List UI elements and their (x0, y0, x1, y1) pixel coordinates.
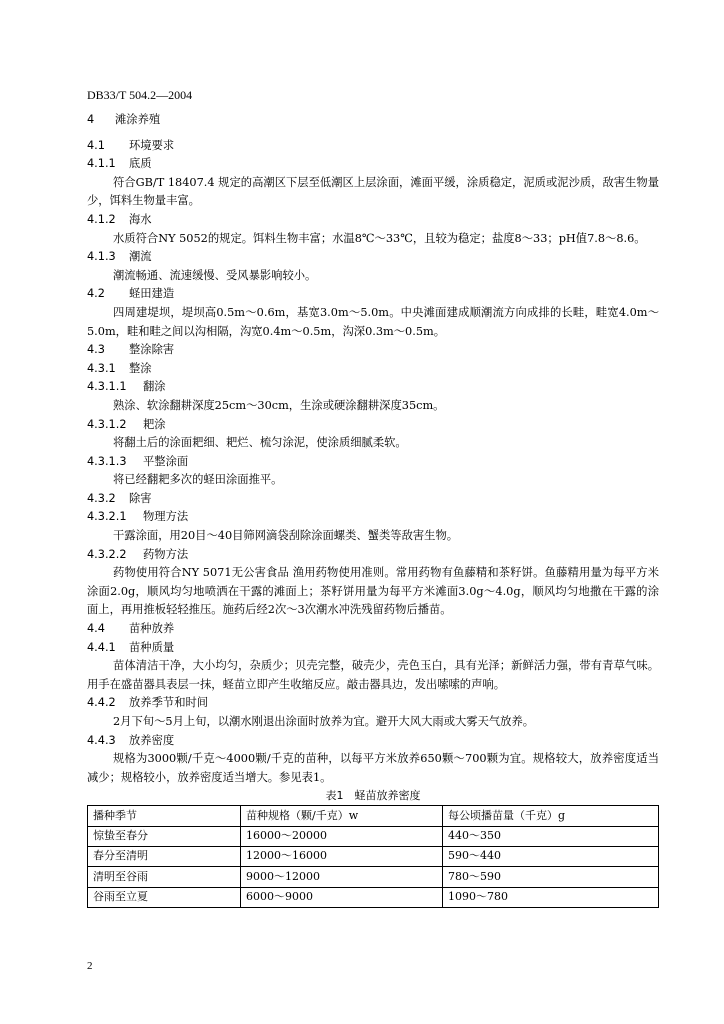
section-4-1-heading (87, 137, 659, 156)
table-row (88, 867, 659, 887)
table-header-cell: 播种季节 (88, 806, 241, 826)
table-header-cell: 每公顷播苗量（千克）g (443, 806, 659, 826)
section-4-4-2-paragraph: 2月下旬～5月上旬，以潮水刚退出涂面时放养为宜。避开大风大雨或大雾天气放养。 (113, 715, 535, 728)
table-cell: 6000～9000 (241, 887, 443, 907)
section-title: 耙涂 (143, 417, 166, 431)
section-4-3-2-2-heading (87, 546, 659, 565)
table-cell: 9000～12000 (241, 867, 443, 887)
table-cell: 590～440 (443, 846, 659, 866)
section-4-3-1-1-paragraph: 熟涂、软涂翻耕深度25cm～30cm，生涂或硬涂翻耕深度35cm。 (113, 398, 445, 412)
section-number: 4.3.1.1 (87, 380, 127, 394)
section-4-3-1-1-heading (87, 378, 659, 397)
section-4-4-1-heading (87, 639, 659, 658)
section-title: 翻涂 (143, 380, 166, 394)
section-4-3-2-heading (87, 490, 659, 509)
section-number: 4.4.1 (87, 640, 116, 654)
table-header-cell: 苗种规格（颗/千克）w (241, 806, 443, 826)
section-number: 4.3.1.2 (87, 417, 127, 431)
section-4-4-2-heading (87, 694, 659, 713)
section-number: 4.1 (87, 138, 105, 152)
section-4-3-1-heading (87, 360, 659, 379)
section-4-4-3-heading (87, 732, 659, 751)
section-number: 4.3.2.2 (87, 547, 127, 561)
document-body (87, 111, 659, 908)
document-code: DB33/T 504.2—2004 (87, 88, 193, 102)
section-4-3-1-3-heading (87, 453, 659, 472)
page-number: 2 (87, 960, 93, 972)
section-title: 放养密度 (129, 733, 175, 747)
table-cell: 惊蛰至春分 (88, 826, 241, 846)
section-4-2-paragraph: 四周建堤坝，堤坝高0.5m～0.6m，基宽3.0m～5.0m。中央滩面建成顺潮流方向成排的长畦，畦宽4.0m～5.0m，畦和畦之间以沟相隔，沟宽0.4m～0.5m，沟深0.3m～0.5m。 (87, 305, 659, 338)
section-number: 4.1.3 (87, 250, 116, 264)
section-number: 4.3 (87, 343, 105, 357)
section-number: 4.4 (87, 622, 105, 636)
section-number: 4.1.2 (87, 212, 116, 226)
section-4-1-1-heading (87, 155, 659, 174)
table-cell: 780～590 (443, 867, 659, 887)
section-number: 4.3.2.1 (87, 510, 127, 524)
stocking-density-table (87, 805, 659, 907)
section-4-4-3-paragraph: 规格为3000颗/千克～4000颗/千克的苗种，以每平方米放养650颗～700颗为宜。规格较大，放养密度适当减少；规格较小，放养密度适当增大。参见表1。 (87, 752, 659, 784)
table-row (88, 846, 659, 866)
section-number: 4.2 (87, 287, 105, 301)
table-cell: 12000～16000 (241, 846, 443, 866)
table-caption: 表1 蛏苗放养密度 (325, 789, 421, 803)
table-cell: 1090～780 (443, 887, 659, 907)
section-title: 平整涂面 (143, 454, 189, 468)
section-number: 4.4.2 (87, 696, 116, 710)
section-title: 整涂 (129, 361, 152, 375)
section-title: 苗种质量 (129, 640, 175, 654)
table-cell: 440～350 (443, 826, 659, 846)
section-title: 蛏田建造 (129, 287, 175, 301)
section-4-1-3-heading (87, 248, 659, 267)
section-4-1-2-heading (87, 211, 659, 230)
section-4-3-heading (87, 341, 659, 360)
section-title: 放养季节和时间 (129, 696, 209, 710)
table-row (88, 826, 659, 846)
section-title: 药物方法 (143, 547, 189, 561)
section-4-3-2-1-paragraph: 干露涂面，用20目～40目筛网滴袋刮除涂面螺类、蟹类等敌害生物。 (113, 529, 459, 543)
section-number: 4 (87, 113, 95, 126)
section-title: 底质 (129, 157, 152, 171)
section-4-3-1-2-heading (87, 416, 659, 435)
section-number: 4.3.1.3 (87, 454, 127, 468)
section-title: 海水 (129, 212, 152, 226)
section-title: 苗种放养 (129, 622, 175, 636)
table-row (88, 887, 659, 907)
section-4-1-1-paragraph: 符合GB/T 18407.4 规定的高潮区下层至低潮区上层涂面，滩面平缓，涂质稳定，泥质或泥沙质，敌害生物量少，饵料生物量丰富。 (87, 175, 659, 208)
section-4-3-1-2-paragraph: 将翻土后的涂面耙细、耙烂、梳匀涂泥，使涂质细腻柔软。 (113, 436, 407, 450)
table-cell: 16000～20000 (241, 826, 443, 846)
table-header-row (88, 806, 659, 826)
section-4-4-1-paragraph: 苗体清洁干净，大小均匀，杂质少；贝壳完整，破壳少，壳色玉白，具有光泽；新鲜活力强，带有青草气味。用手在盛苗器具表层一抹，蛏苗立即产生收缩反应。敲击器具边，发出嗦嗦的声响。 (87, 659, 659, 691)
table-cell: 春分至清明 (88, 846, 241, 866)
section-4-1-3-paragraph: 潮流畅通、流速缓慢、受风暴影响较小。 (113, 268, 317, 282)
section-4-2-heading (87, 285, 659, 304)
section-4-4-heading (87, 620, 659, 639)
section-number: 4.3.1 (87, 361, 116, 375)
section-title: 整涂除害 (129, 343, 175, 357)
section-title: 滩涂养殖 (115, 113, 161, 126)
section-title: 除害 (129, 491, 152, 505)
section-number: 4.1.1 (87, 157, 116, 171)
section-number: 4.4.3 (87, 733, 116, 747)
section-title: 环境要求 (129, 138, 175, 152)
table-cell: 谷雨至立夏 (88, 887, 241, 907)
section-4-1-2-paragraph: 水质符合NY 5052的规定。饵料生物丰富；水温8℃～33℃，且较为稳定；盐度8～33；pH值7.8～8.6。 (113, 231, 646, 245)
section-title: 物理方法 (143, 510, 189, 524)
table-cell: 清明至谷雨 (88, 867, 241, 887)
section-number: 4.3.2 (87, 491, 116, 505)
section-4-3-2-1-heading (87, 508, 659, 527)
section-4-3-2-2-paragraph: 药物使用符合NY 5071无公害食品 渔用药物使用准则。常用药物有鱼藤精和茶籽饼。鱼藤精用量为每平方米涂面2.0g，顺风均匀地喷洒在干露的滩面上；茶籽饼用量为每平方米滩面3.0g～4.0g，顺风均匀地撒在干露的涂面上，再用推板轻轻推压。施药后经2次～3次潮水冲洗残留药物后播苗。 (87, 566, 659, 617)
section-4-3-1-3-paragraph: 将已经翻耙多次的蛏田涂面推平。 (113, 473, 283, 487)
section-title: 潮流 (129, 250, 152, 264)
section-4-heading (87, 111, 659, 130)
